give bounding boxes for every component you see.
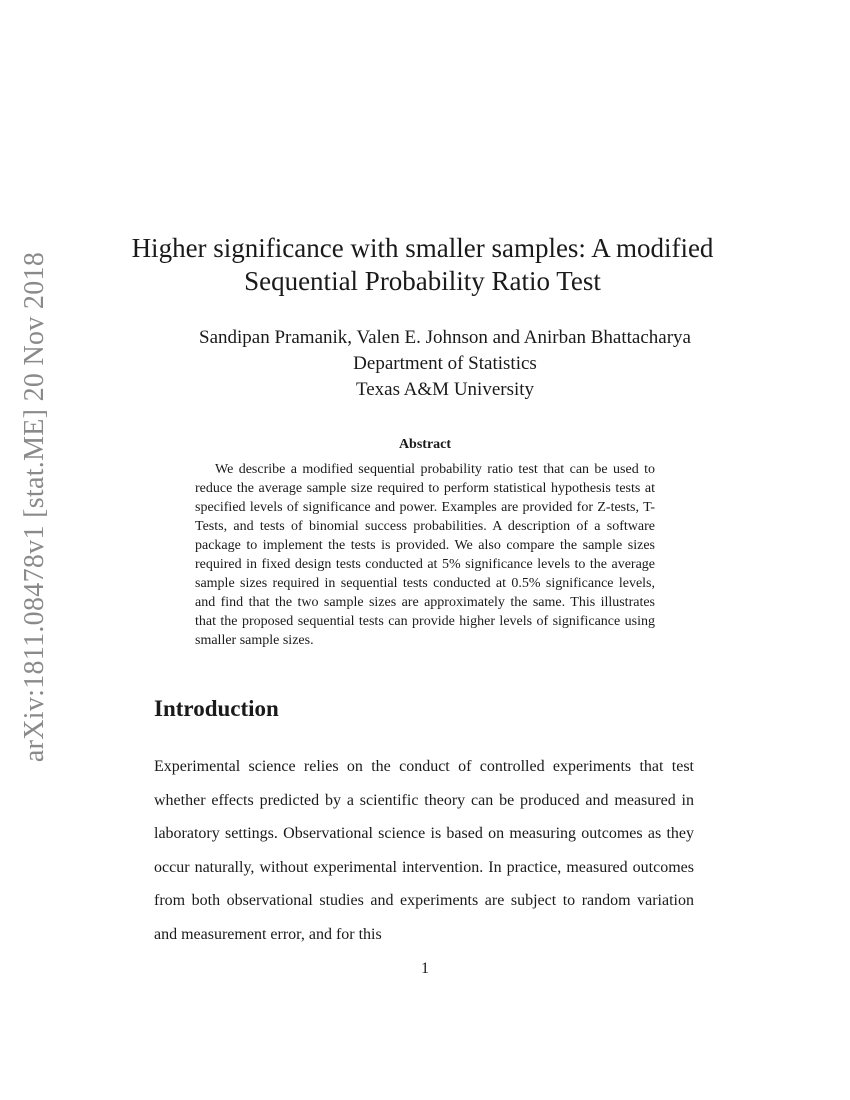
author-department: Department of Statistics: [353, 353, 537, 374]
paper-title: Higher significance with smaller samples: A modified Sequential Probability Ratio Test: [131, 233, 714, 296]
author-university: Texas A&M University: [355, 379, 535, 400]
arxiv-identifier-text: arXiv:1811.08478v1 [stat.ME] 20 Nov 2018: [19, 251, 50, 763]
introduction-paragraph: Experimental science relies on the conduct of controlled experiments that test whether effects predicted by a scientific theory can be produced and measured in laboratory settings. Observational science is based on measuring outcomes as they occur naturally, without experimental intervention. In practice, measured outcomes from both observational studies and experiments are subject to random variation and measurement error, and for this: [154, 758, 694, 943]
abstract-text: We describe a modified sequential probability ratio test that can be used to reduce the average sample size required to perform statistical hypothesis tests at specified levels of significance and power. Examples are provided for Z-tests, T-Tests, and tests of binomial success probabilities. A description of a software package to implement the tests is provided. We also compare the sample sizes required in fixed design tests conducted at 5% significance levels to the average sample sizes required in sequential tests conducted at 0.5% significance levels, and find that the two sample sizes are approximately the same. This illustrates that the proposed sequential tests can provide higher levels of significance using smaller sample sizes.: [195, 462, 655, 648]
page-number: 1: [421, 960, 429, 977]
introduction-heading: Introduction: [154, 696, 279, 721]
author-names: Sandipan Pramanik, Valen E. Johnson and Anirban Bhattacharya: [199, 327, 691, 348]
abstract-heading: Abstract: [398, 437, 452, 452]
arxiv-identifier-stamp: [10, 252, 60, 762]
author-block: [120, 325, 770, 403]
